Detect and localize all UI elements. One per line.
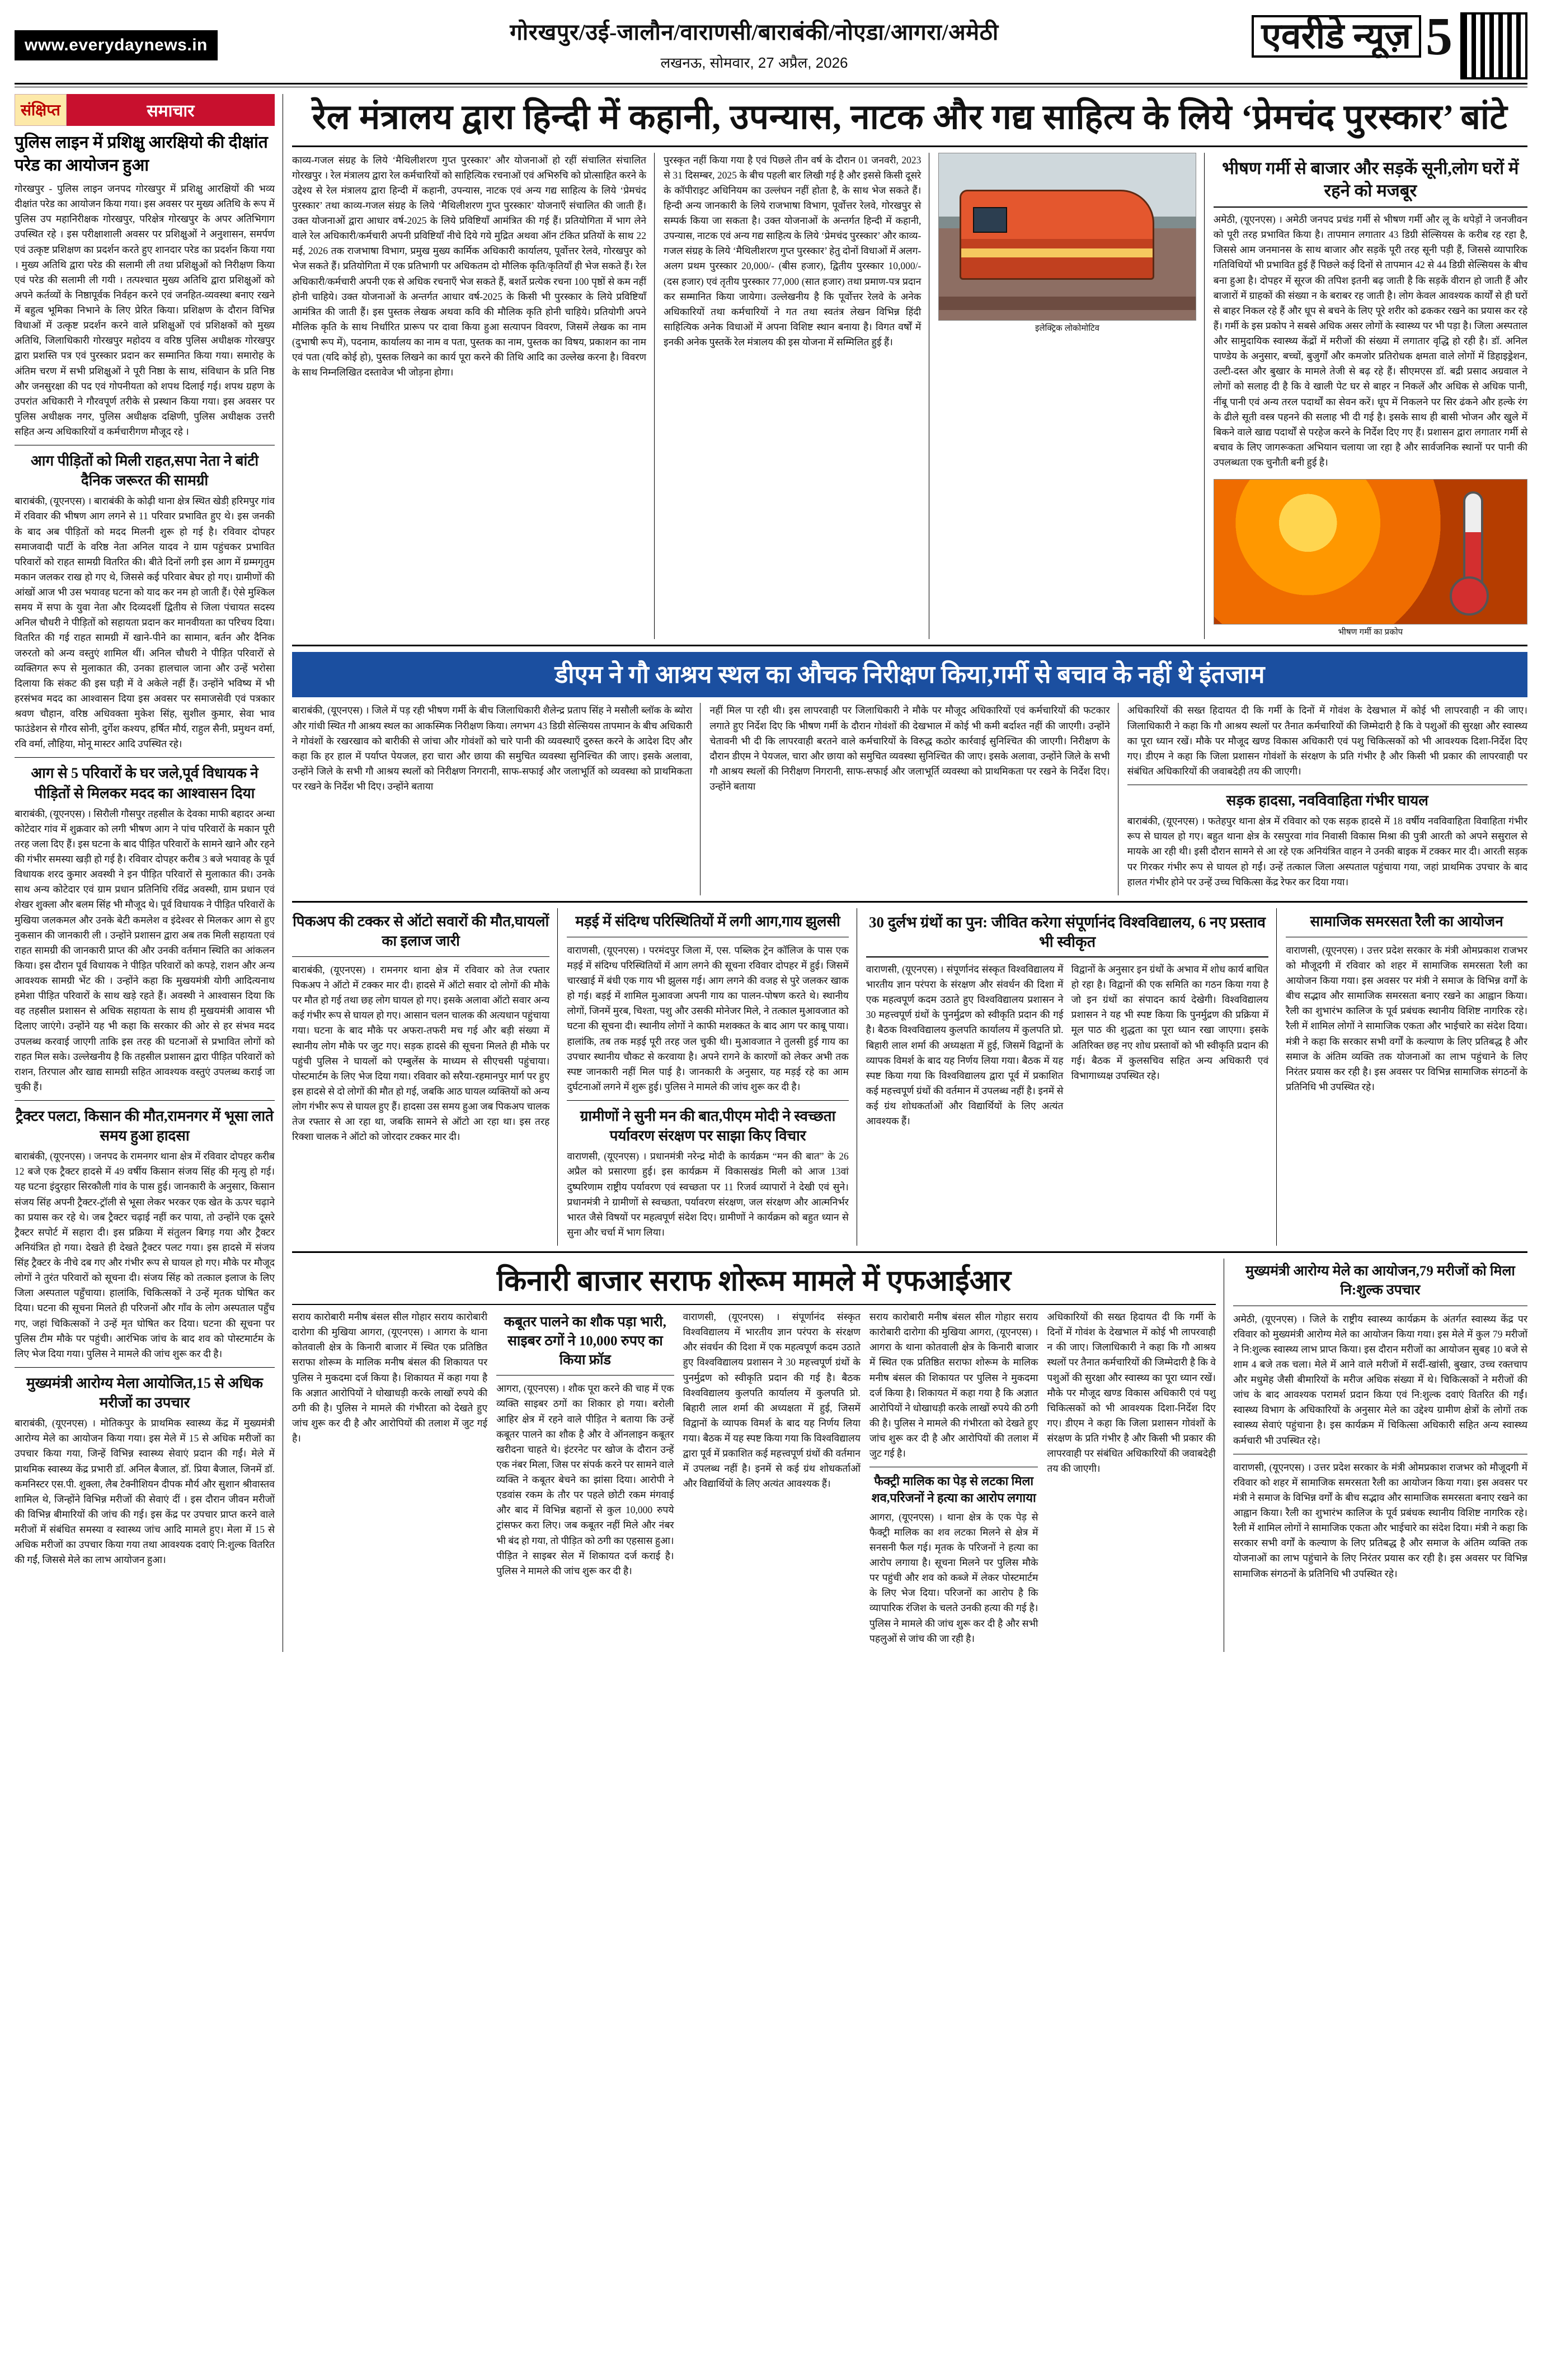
kinari-col-3	[683, 1309, 861, 1652]
granth-headline: 30 दुर्लभ ग्रंथों का पुन: जीवित करेगा संपूर्णानंद विश्वविद्यालय, 6 नए प्रस्ताव भी स्वीकृत	[868, 913, 1266, 950]
kabootar-headline: कबूतर पालने का शौक पड़ा भारी, साइबर ठगों ने 10,000 रुपए का किया फ्रॉड	[504, 1315, 666, 1368]
thermometer-bulb	[1450, 576, 1489, 616]
train-graphic	[960, 190, 1154, 280]
masthead	[15, 6, 1527, 85]
divider	[15, 757, 275, 758]
dm-columns	[292, 703, 1527, 895]
heat-headline: भीषण गर्मी से बाजार और सड़कें सूनी,लोग घरों में रहने को मजबूर	[1222, 158, 1519, 200]
divider	[866, 956, 1268, 957]
kinari-text-4: सराय कारोबारी मनीष बंसल सील गोहार सराय कारोबारी दारोगा की मुखिया आगरा, (यूएनएस) । आगरा के थाना कोतवाली क्षेत्र के किनारी बाजार में स्थित एक प्रतिष्ठित सराफा शोरूम के मालिक मनीष बंसल की शिकायत पर पुलिस ने मुकदमा दर्ज किया है। शिकायत में कहा गया है कि अज्ञात आरोपियों ने धोखाधड़ी करके लाखों रुपये की ठगी की है। पुलिस ने मामले की गंभीरता को देखते हुए जांच शुरू कर दी है और आरोपियों की तलाश में जुट गई है।	[869, 1311, 1038, 1459]
dm-text-3: अधिकारियों की सख्त हिदायत दी कि गर्मी के दिनों में गोवंश के देखभाल में कोई भी लापरवाही न की जाए। जिलाधिकारी ने कहा कि गौ आश्रय स्थलों पर तैनात कर्मचारियों की जिम्मेदारी है कि वे पशुओं की सुरक्षा और स्वास्थ्य का पूरा ध्यान रखें। मौके पर मौजूद खण्ड विकास अधिकारी एवं पशु चिकित्सकों को भी आवश्यक दिशा-निर्देश दिए गए। डीएम ने कहा कि जिला प्रशासन गोवंशों के संरक्षण के प्रति गंभीर है और किसी भी प्रकार की लापरवाही पर संबंधित अधिकारियों की जवाबदेही तय की जाएगी।	[1127, 705, 1527, 777]
divider	[292, 145, 1527, 147]
kinari-text-1: सराय कारोबारी मनीष बंसल सील गोहार सराय कारोबारी दारोगा की मुखिया आगरा, (यूएनएस) । आगरा के थाना कोतवाली क्षेत्र के किनारी बाजार में स्थित एक प्रतिष्ठित सराफा शोरूम के मालिक मनीष बंसल की शिकायत पर पुलिस ने मुकदमा दर्ज किया है। शिकायत में कहा गया है कि अज्ञात आरोपियों ने धोखाधड़ी करके लाखों रुपये की ठगी की है। पुलिस ने मामले की गंभीरता को देखते हुए जांच शुरू कर दी है और आरोपियों की तलाश में जुट गई है।	[292, 1311, 488, 1444]
divider	[292, 1251, 1527, 1253]
factory-headline: फैक्ट्री मालिक का पेड़ से लटका मिला शव,परिजनों ने हत्या का आरोप लगाया	[871, 1474, 1036, 1505]
qr-code-icon[interactable]	[1460, 12, 1527, 79]
masthead-left	[15, 10, 373, 60]
granth-block	[866, 908, 1277, 1246]
pickup-body: बाराबंकी, (यूएनएस) । रामनगर थाना क्षेत्र में रविवार को तेज रफ्तार पिकअप ने ऑटो में टक्कर मार दी। हादसे में ऑटो सवार दो लोगों की मौके पर मौत हो गई तथा छह लोग घायल हो गए। इसके अलावा ऑटो सवार अन्य कई गंभीर रूप से घायल हो गए। आसान चलन चालक की अत्यधान पहुंचाया गया। घटना के बाद मौके पर अफरा-तफरी मच गई और बड़ी संख्या में स्थानीय लोग मौके पर जुट गए। सड़क हादसे की सूचना मिलते ही मौके पर पहुंची पुलिस ने घायलों को एम्बुलेंस के माध्यम से सीएचसी पहुंचाया। पोस्टमार्टम के लिए भेज दिया गया। रविवार को सरैया-रहमानपुर मार्ग पर हुए इस हादसे से दो लोगों की मौत हो गई, जबकि आठ घायल व्यक्तियों को अन्य लोग गंभीर रूप से घायल हुए हैं। हादसा उस समय हुआ जब पिकअप चालक तेज रफ्तार से आ रहा था, जबकि सामने से ऑटो आ रहा था। इस तरह रिक्शा चालक ने ऑटो को जोरदार टक्कर मार दी।	[292, 964, 550, 1143]
heat-photo-caption: भीषण गर्मी का प्रकोप	[1338, 627, 1403, 637]
train-photo	[938, 153, 1196, 321]
divider	[292, 1304, 1216, 1305]
brief-label: संक्षिप्त	[15, 94, 67, 126]
kinari-col-1	[292, 1309, 487, 1652]
left-rail	[15, 94, 283, 1652]
fire-block	[567, 908, 857, 1246]
divider	[1214, 206, 1527, 208]
kinari-col-5	[1047, 1309, 1216, 1652]
left-story-2-headline: आग से 5 परिवारों के घर जले,पूर्व विधायक ने पीड़ितों से मिलकर मदद का आश्वासन दिया	[31, 765, 258, 801]
factory-block	[869, 1309, 1038, 1652]
divider	[292, 956, 549, 957]
kinari-text-5: अधिकारियों की सख्त हिदायत दी कि गर्मी के दिनों में गोवंश के देखभाल में कोई भी लापरवाही न की जाए। जिलाधिकारी ने कहा कि गौ आश्रय स्थलों पर तैनात कर्मचारियों की जिम्मेदारी है कि वे पशुओं की सुरक्षा और स्वास्थ्य का पूरा ध्यान रखें। मौके पर मौजूद खण्ड विकास अधिकारी एवं पशु चिकित्सकों को भी आवश्यक दिशा-निर्देश दिए गए। डीएम ने कहा कि जिला प्रशासन गोवंशों के संरक्षण के प्रति गंभीर है और किसी भी प्रकार की लापरवाही पर संबंधित अधिकारियों की जवाबदेही तय की जाएगी।	[1047, 1311, 1216, 1475]
premchand-col-2	[664, 153, 929, 640]
left-story-1-headline: आग पीड़ितों को मिली राहत,सपा नेता ने बांटी दैनिक जरूरत की सामग्री	[30, 453, 259, 489]
heat-body: अमेठी, (यूएनएस) । अमेठी जनपद प्रचंड गर्मी से भीषण गर्मी और लू के थपेड़ों ने जनजीवन को पूरी तरह प्रभावित किया है। तापमान लगातार 43 डिग्री सेल्सियस के करीब रह रहा है, जिससे आम जनमानस के साथ बाजार और सड़कें पूरी तरह सूनी पड़ी हैं, जिससे व्यापारिक गतिविधियों भी प्रभावित हुई हैं पिछले कई दिनों से तापमान 42 से 44 डिग्री सेल्सियस के बीच बना हुआ है। दोपहर में सूरज की तपिश इतनी बढ़ जाती है कि सड़कें वीरान हो जाती हैं और बाजारों में ग्राहकों की संख्या न के बराबर रह जाती है। लोग केवल आवश्यक कार्यों से ही घरों से बाहर निकल रहे हैं और धूप से बचने के लिए पूरे शरीर को ढककर रखने का प्रयास कर रहे हैं। गर्मी के इस प्रकोप ने सबसे अधिक असर लोगों के स्वास्थ्य पर भी पड़ा है। जिला अस्पताल और सामुदायिक स्वास्थ्य केंद्रों में मरीजों की संख्या में लगातार वृद्धि हो रही है। डॉ. अनिल पाण्डेय के अनुसार, बच्चों, बुजुर्गों और कमजोर प्रतिरोधक क्षमता वाले लोगों में डिहाइड्रेशन, उल्टी-दस्त और बुखार के मामले तेजी से बढ़ रहे हैं। सीएमएस डॉ. बद्री प्रसाद अग्रवाल ने लोगों को सलाह दी है कि वे खाली पेट घर से बाहर न निकलें और अधिक से अधिक पानी, नींबू पानी एवं अन्य तरल पदार्थों का सेवन करें। धूप में निकलने पर सिर ढंकने और हल्के रंग के ढीले सूती वस्त्र पहनने की सलाह भी दी गई है। इसके साथ ही बासी भोजन और खुले में बिकने वाले खाद्य पदार्थों से परहेज करने के निर्देश दिए गए हैं। प्रशासन द्वारा लगातार गर्मी से बचाव के लिए जागरूकता अभियान चलाया जा रहा है और सार्वजनिक स्थानों पर पानी की उपलब्धता एक चुनौती बनी हुई है।	[1213, 214, 1527, 468]
edition-cities: गोरखपुर/उई-जालौन/वाराणसी/बाराबंकी/नोएडा/आगरा/अमेठी	[510, 20, 999, 45]
logo-block	[1252, 6, 1452, 66]
pickup-block	[292, 908, 558, 1246]
road-accident-headline: सड़क हादसा, नवविवाहिता गंभीर घायल	[1226, 792, 1428, 809]
kinari-block	[292, 1259, 1224, 1652]
dm-col-3	[1127, 703, 1527, 895]
paper-logo: एवरीडे न्यूज़	[1252, 15, 1421, 58]
samajik-block	[1286, 908, 1527, 1246]
gramin-headline: ग्रामीणों ने सुनी मन की बात,पीएम मोदी ने स्वच्छता पर्यावरण संरक्षण पर साझा किए विचार	[580, 1108, 836, 1144]
left-story-3-body: बाराबंकी, (यूएनएस) । जनपद के रामनगर थाना क्षेत्र में रविवार दोपहर करीब 12 बजे एक ट्रैक्टर हादसे में 49 वर्षीय किसान संजय सिंह की मृत्यु हो गई। यह घटना इंदुरहार सिरकौली गांव के पास हुई। जानकारी के अनुसार, किसान संजय सिंह अपनी ट्रैक्टर-ट्रॉली से भूसा लेकर भरकर एक खेत के ऊपर चढ़ाने का प्रयास कर रहे थे। जब ट्रैक्टर चढ़ाई नहीं कर पाया, तो उन्होंने एक दूसरे ट्रैक्टर सपोर्ट में सहारा दी। इस प्रक्रिया में संतुलन बिगड़ गया और ट्रैक्टर अनियंत्रित हो गया। देखते ही देखते ट्रैक्टर पलट गया। इस हादसे में संजय सिंह ट्रैक्टर के नीचे दब गए और गंभीर रूप से घायल हो गए। मौके पर मौजूद लोगों ने तुरंत परिवारों को सूचना दी। संजय सिंह को तत्काल इलाज के लिए जिला अस्पताल पहुँचाया। हालांकि, चिकित्सकों ने उन्हें मृतक घोषित कर दिया। घटना की सूचना मिलते ही परिजनों और गाँव के लोग अस्पताल पहुँच गए, जहां चिकित्सकों ने उन्हें मृत घोषित कर दिया। घटना की सूचना पर पुलिस टीम मौके पर पहुंची। आरंभिक जांच के बाद शव को पोस्टमार्टम के लिए भेज दिया गया। पुलिस ने मामले की जांच शुरू कर दी है।	[15, 1151, 275, 1359]
pickup-headline: पिकअप की टक्कर से ऑटो सवारों की मौत,घायलों का इलाज जारी	[293, 913, 549, 949]
divider	[496, 1375, 674, 1376]
news-label: समाचार	[67, 94, 275, 126]
left-lead-body: गोरखपुर - पुलिस लाइन जनपद गोरखपुर में प्रशिक्षु आरक्षियों की भव्य दीक्षांत परेड का आयोजन किया गया। इस अवसर पर मुख्य अतिथि के रूप में पुलिस उप महानिरीक्षक गोरखपुर, परिक्षेत्र गोरखपुर के अपर अतिभिगाग उपस्थित रहे । इस परीक्षाशाली अवसर पर प्रशिक्षुओं ने अनुशासन, समर्पण एवं उत्कृष्ट प्रशिक्षण का प्रदर्शन करते हुए शानदार परेड का प्रदर्शन किया गया । मुख्य अतिथि द्वारा परेड की सलामी ली तथा प्रशिक्षुओं को निरीक्षण किया एवं परेड की सलामी ली गयी । तत्पश्चात मुख्य अतिथि द्वारा प्रशिक्षुओं को अपने कर्तव्यों के निष्ठापूर्वक निर्वहन करने एवं जनहित-व्यवस्था बनाए रखने में बहुत्व भूमिका निभाने के लिए प्रेरित किया। प्रशिक्षण के दौरान विभिन्न विधाओं में उत्कृष्ट प्रदर्शन करने वाले प्रशिक्षुओं एवं प्रशिक्षकों को मुख्य अतिथि, जिलाधिकारी गोरखपुर महोदय व वरिष्ठ पुलिस अधीक्षक गोरखपुर द्वारा प्रशस्ति पत्र एवं पुरस्कार प्रदान कर सम्मानित किया गया। समारोह के अंतिम चरण में सभी प्रशिक्षुओं ने पूरी निष्ठा के साथ, संविधान के प्रति निष्ठ और जनसुरक्षा की पद एवं गोपनीयता को शपथ दिलाई गई। शपथ ग्रहण के उपरांत अधिकारी ने गौरवपूर्ण तरीके से प्रस्थान किया गया। इस अवसर पर पुलिस अधीक्षक नगर, पुलिस अधीक्षक दक्षिणी, पुलिस अधीक्षक उत्तरी सहित अन्य अधिकारियों व कर्मचारीगण मौजूद रहे ।	[15, 183, 275, 437]
divider	[292, 901, 1527, 903]
factory-body: आगरा, (यूएनएस) । थाना क्षेत्र के एक पेड़ से फैक्ट्री मालिक का शव लटका मिलने से क्षेत्र में सनसनी फैल गई। मृतक के परिजनों ने हत्या का आरोप लगाया है। सूचना मिलने पर पुलिस मौके पर पहुंची और शव को कब्जे में लेकर पोस्टमार्टम के लिए भेज दिया। परिजनों का आरोप है कि व्यापारिक रंजिश के चलते उनकी हत्या की गई है। पुलिस ने मामले की जांच शुरू कर दी है और सभी पहलुओं से जांच की जा रही है।	[869, 1511, 1038, 1644]
train-photo-caption: इलेक्ट्रिक लोकोमोटिव	[1035, 323, 1099, 333]
left-story-4-headline: मुख्यमंत्री आरोग्य मेला आयोजित,15 से अधिक मरीजों का उपचार	[26, 1374, 264, 1411]
main-content	[292, 94, 1527, 1652]
granth-text-2: विद्वानों के अनुसार इन ग्रंथों के अभाव में शोध कार्य बाधित हो रहा है। विद्वानों की एक समिति का गठन किया गया है जो इन ग्रंथों का संपादन कार्य देखेगी। विश्वविद्यालय प्रशासन ने यह भी स्पष्ट किया कि पुनर्मुद्रण की प्रक्रिया में मूल पाठ की शुद्धता का पूरा ध्यान रखा जाएगा। इसके अतिरिक्त छह नए शोध प्रस्तावों को भी स्वीकृति प्रदान की गई। बैठक में कुलसचिव सहित अन्य अधिकारी एवं विभागाध्यक्ष उपस्थित रहे।	[1071, 963, 1269, 1081]
kabootar-body: आगरा, (यूएनएस) । शौक पूरा करने की चाह में एक व्यक्ति साइबर ठगों का शिकार हो गया। बरोली आहिर क्षेत्र में रहने वाले पीड़ित ने बताया कि उन्हें कबूतर पालने का शौक है और वे ऑनलाइन कबूतर खरीदना चाहते थे। इंटरनेट पर खोज के दौरान उन्हें एक नंबर मिला, जिस पर संपर्क करने पर सामने वाले व्यक्ति ने कबूतर बेचने का झांसा दिया। आरोपी ने एडवांस रकम के तौर पर पहले छोटी रकम मंगवाई और बाद में विभिन्न बहानों से कुल 10,000 रुपये ट्रांसफर करा लिए। जब कबूतर नहीं मिले और नंबर भी बंद हो गया, तो पीड़ित को ठगी का एहसास हुआ। पीड़ित ने साइबर सेल में शिकायत दर्ज कराई है। पुलिस ने मामले की जांच शुरू कर दी है।	[496, 1383, 674, 1576]
samajik-headline: सामाजिक समरसता रैली का आयोजन	[1310, 913, 1503, 930]
divider	[15, 1100, 275, 1101]
train-window	[973, 207, 1008, 233]
rail-track	[939, 297, 1195, 310]
premchand-block	[292, 153, 1527, 640]
cm-arogya-headline: मुख्यमंत्री आरोग्य मेले का आयोजन,79 मरीजों को मिला नि:शुल्क उपचार	[1245, 1264, 1515, 1298]
left-story-2-body: बाराबंकी, (यूएनएस) । सिरौली गौसपुर तहसील के देवका माफी बहादर अन्धा कोटेदार गांव में शुक्रवार को लगी भीषण आग ने पांच परिवारों के मकान पूरी तरह जला दिए हैं। इस घटना के बाद पीड़ित परिवारों के सामने खाने और रहने की गंभीर समस्या खड़ी हो गई है। रविवार दोपहर करीब 3 बजे भयावह के पूर्व विधायक शरद कुमार अवस्थी ने इन पीड़ित परिवारों से मुलाकात की। उनके साथ अन्य कोटेदार एवं ग्राम प्रधान प्रतिनिधि रविंद्र अवस्थी, ग्राम प्रधान एवं शेखर शुक्ला और बलम सिंह भी मौजूद थे। पूर्व विधायक ने पीड़ित परिवारों के मुखिया जलकमल और उनके बेटी कमलेश व इंदेश्वर से मिलकर आग से हुए नुकसान की जानकारी ली । उन्होंने प्रशासन द्वारा अब तक मिली सहायता एवं राहत सामग्री की जानकारी प्राप्त की और उनकी वर्तमान स्थिति का आंकलन किया। इस दौरान पूर्व विधायक ने पीड़ित परिवारों को कपड़े, राशन और अन्य आवश्यक सामग्री भेंट की । उन्होंने कहा कि मुखयमंत्री योगी आदित्यनाथ हमेशा पीड़ित परिवारों के साथ खड़े रहते हैं। अवस्थी ने आश्वासन दिया कि वह तहसील प्रशासन से अधिक सहायता के साथ ही मुखयमंत्री आवास भी दिलाए जाएंगे। उन्होंने यह भी कहा कि सरकार की ओर से हर संभव मदद उपलब्ध करवाई जाएगी ताकि इस तरह की घटनाओं से प्रभावित लोगों को राहत मिल सके। उल्लेखनीय है कि तहसील प्रशासन द्वारा पीड़ित परिवारों को राशन, तिरपाल और खाद्य सामग्री सहित आवश्यक वस्तुएं उपलब्ध कराई जा चुकी हैं।	[15, 808, 275, 1092]
divider	[567, 1100, 848, 1101]
page-columns	[15, 94, 1527, 1652]
divider	[292, 645, 1527, 646]
website-url[interactable]: www.everydaynews.in	[15, 30, 218, 60]
dm-col-1	[292, 703, 701, 895]
fire-body: वाराणसी, (यूएनएस) । परमंदपुर जिला में, एस. पब्लिक ट्रेन कॉलिज के पास एक मड़ई में संदिग्ध परिस्थितियों में आग लगने की सूचना रविवार दोपहर में हुई। जिसमें चारखाई में बंधी एक गाय भी झुलस गई। आग लगने की वजह से पुरे जलकर खाक हो गई। बड़ई में शामिल मुआवजा अपनी गाय का पालन-पोषण करते थे। स्थानीय लोगों, जिनमें मुरब, चिश्ता, पशु और उसकी मोनेजर मिले, ने तत्काल मुआवजात को घटना की सूचना दी। स्थानीय लोगों ने काफी मशक्कत के बाद आग पर काबू पाया। हालांकि, तब तक मड़ई पूरी तरह जल चुकी थी। मुआवजात ने तुलसी हुई गाय का उपचार स्थानीय चौकट से करवाया है। अपने रागने के कारणों को लेकर अभी तक स्पष्ट जानकारी नहीं मिल पाई है। जानकारी के अनुसार, यह मड़ई रहे का आम दुर्घटनाओं लगने में शुरू हुई। पुलिस ने मामले की जांच शुरू कर दी है।	[567, 944, 849, 1092]
place-date: लखनऊ, सोमवार, 27 अप्रैल, 2026	[660, 54, 848, 71]
kinari-text-3: वाराणसी, (यूएनएस) । संपूर्णानंद संस्कृत विश्वविद्यालय में भारतीय ज्ञान परंपरा के संरक्षण और संवर्धन की दिशा में एक महत्वपूर्ण कदम उठाते हुए विश्वविद्यालय प्रशासन ने 30 महत्त्वपूर्ण ग्रंथों के पुनर्मुद्रण को स्वीकृति प्रदान की गई है। बैठक विश्वविद्यालय कुलपति कार्यालय में कुलपति प्रो. बिहारी लाल शर्मा की अध्यक्षता में हुई, जिसमें विद्वानों के व्यापक विमर्श के बाद यह निर्णय लिया गया। बैठक में यह स्पष्ट किया गया कि विश्वविद्यालय द्वारा पूर्व में प्रकाशित कई महत्त्वपूर्ण ग्रंथों की वर्तमान में उपलब्ध नहीं है। इनमें से कई ग्रंथ शोधकर्ताओं और विद्यार्थियों के लिए अत्यंत आवश्यक हैं।	[683, 1311, 861, 1490]
train-stripe	[961, 248, 1153, 257]
left-lead-headline: पुलिस लाइन में प्रशिक्षु आरक्षियो की दीक्षांत परेड का आयोजन हुआ	[15, 133, 268, 175]
fire-headline: मड़ई में संदिग्ध परिस्थितियों में लगी आग,गाय झुलसी	[575, 913, 840, 930]
divider	[15, 1367, 275, 1368]
masthead-right	[1136, 6, 1527, 79]
cm-arogya-extra: वाराणसी, (यूएनएस) । उत्तर प्रदेश सरकार के मंत्री ओमप्रकाश राजभर को मौजूदगी में रविवार को शहर में सामाजिक समरसता रैली का आयोजन किया गया। इस अवसर पर मंत्री ने समाज के विभिन्न वर्गों के बीच सद्भाव और सामाजिक समरसता बनाए रखने का आह्वान किया। रैली का शुभारंभ कालिज के पूर्व प्रबंधक स्थानीय विशिष्ट नागरिक रहे। रैली में शामिल लोगों ने सामाजिक एकता और भाईचारे का संदेश दिया। मंत्री ने कहा कि सरकार सभी वर्गों के कल्याण के लिए प्रतिबद्ध है और समाज के अंतिम व्यक्ति तक योजनाओं का लाभ पहुंचाने के लिए निरंतर प्रयास कर रही है। इस अवसर पर विभिन्न सामाजिक संगठनों के प्रतिनिधि भी उपस्थित रहे।	[1233, 1461, 1527, 1579]
granth-text-1: वाराणसी, (यूएनएस) । संपूर्णानंद संस्कृत विश्वविद्यालय में भारतीय ज्ञान परंपरा के संरक्षण और संवर्धन की दिशा में एक महत्वपूर्ण कदम उठाते हुए विश्वविद्यालय प्रशासन ने 30 महत्त्वपूर्ण ग्रंथों के पुनर्मुद्रण को स्वीकृति प्रदान की गई है। बैठक विश्वविद्यालय कुलपति कार्यालय में कुलपति प्रो. बिहारी लाल शर्मा की अध्यक्षता में हुई, जिसमें विद्वानों के व्यापक विमर्श के बाद यह निर्णय लिया गया। बैठक में यह स्पष्ट किया गया कि विश्वविद्यालय द्वारा पूर्व में प्रकाशित कई महत्त्वपूर्ण ग्रंथों की वर्तमान में उपलब्ध नहीं है। इनमें से कई ग्रंथ शोधकर्ताओं और विद्यार्थियों के लिए अत्यंत आवश्यक हैं।	[866, 963, 1064, 1127]
dm-headline-band: डीएम ने गौ आश्रय स्थल का औचक निरीक्षण किया,गर्मी से बचाव के नहीं थे इंतजाम	[292, 652, 1527, 697]
gramin-body: वाराणसी, (यूएनएस) । प्रधानमंत्री नरेन्द्र मोदी के कार्यक्रम “मन की बात” के 26 अप्रैल को प्रसारणा हुई। इस कार्यक्रम में विकासखंड मिली को आज 13वां दुष्परिणाम राष्ट्रीय पर्यावरण एवं स्वच्छता पर 11 रिजर्व व्यापारों ने देखी एवं सुने। प्रधानमंत्री ने ग्रामीणों से स्वच्छता, पर्यावरण संरक्षण, जल संरक्षण और आत्मनिर्भर भारत जैसे विषयों पर महत्वपूर्ण संदेश दिए। ग्रामीणों ने कार्यक्रम को बहुत ध्यान से सुना और चर्चा में भाग लिया।	[567, 1151, 849, 1238]
bottom-row	[292, 1259, 1527, 1652]
mid-row	[292, 908, 1527, 1246]
dm-text-2: नहीं मिल पा रही थी। इस लापरवाही पर जिलाधिकारी ने मौके पर मौजूद अधिकारियों एवं कर्मचारियों की फटकार लगाते हुए निर्देश दिए कि भीषण गर्मी के दौरान गोवंशों की देखभाल में कोई भी कमी बर्दाश्त नहीं की जाएगी। उन्होंने चेतावनी भी दी कि लापरवाही बरतने वाले कर्मचारियों के विरुद्ध कठोर कार्रवाई सुनिश्चित की जाएगी। निरीक्षण के दौरान डीएम ने पेयजल, चारा और छाया को समुचित व्यवस्था सुनिश्चित की जाए। इसके अलावा, उन्होंने जिले के सभी गौ आश्रय स्थलों की निरीक्षण निगरानी, साफ-सफाई और जलाभूर्ति व्यवस्था को प्राथमिकता पर रखने के निर्देश दिए। उन्होंने बताया	[709, 705, 1110, 792]
heat-story-block	[1214, 153, 1527, 640]
dm-text-1: बाराबंकी, (यूएनएस) । जिले में पड़ रही भीषण गर्मी के बीच जिलाधिकारी शैलेन्द्र प्रताप सिंह ने मसौली ब्लॉक के ब्योरा और गांधी स्थित गौ आश्रय स्थल का आकस्मिक निरीक्षण किया। लगभग 43 डिग्री सेल्सियस तापमान के बीच अधिकारी ने गोवंशों के रखरखाव को बारीकी से जांचा और गोवंशों को चारे पानी की व्यवस्थाएँ दुरुस्त करने के आदेश दिए और कहा कि हर हाल में पर्याप्त पेयजल, हरा चारा और छाया की समुचित व्यवस्था सुनिश्चित की जाए। इसके अलावा, उन्होंने जिले के सभी गौ आश्रय स्थलों को निरीक्षण निगरानी, साफ-सफाई और जलाभूर्ति को व्यवस्था को प्राथमिकता पर रखने के निर्देश भी दिए। उन्होंने बताया	[292, 705, 693, 792]
premchand-text-2: पुरस्कृत नहीं किया गया है एवं पिछले तीन वर्ष के दौरान 01 जनवरी, 2023 से 31 दिसम्बर, 2025 के बीच पहली बार लिखी गई है और इससे किसी दूसरे के कॉपीराइट अधिनियम का उल्लंघन नहीं होता है, के साथ भेज सकते हैं। हिन्दी अन्य जानकारी के लिये राजभाषा विभाग, पूर्वोत्तर रेलवे, गोरखपुर से सम्पर्क किया जा सकता है। उक्त योजनाओं के अन्तर्गत हिन्दी में कहानी, उपन्यास, नाटक एवं अन्य गद्य साहित्य के लिये ‘प्रेमचंद पुरस्कार’ और काव्य-गजल संग्रह के लिये ‘मैथिलीशरण गुप्त पुरस्कार’ हेतु दोनों विधाओं में अलग-अलग प्रथम पुरस्कार 20,000/- (बीस हजार), द्वितीय पुरस्कार 10,000/- (दस हजार) एवं तृतीय पुरस्कार 77,000 (सात हजार) तथा प्रमाण-पत्र प्रदान कर सम्मानित किया जायेगा। उल्लेखनीय है कि पूर्वोत्तर रेलवे के अनेक अधिकारियों तथा कर्मचारियों ने गत तथा स्वतंत्र लेखन विभिन्न हिंदी साहित्यिक अनेक विधाओं में अपना विशिष्ट स्थान बनाया है। विगत वर्षों में इनकी अनेक पुस्तकें रेल मंत्रालय की इस योजना में सम्मिलित हुई हैं।	[664, 154, 922, 348]
masthead-center	[373, 10, 1136, 72]
left-story-3-headline: ट्रैक्टर पलटा, किसान की मौत,रामनगर में भूसा लाते समय हुआ हादसा	[16, 1108, 274, 1144]
dm-col-2	[709, 703, 1118, 895]
brief-news-header	[15, 94, 275, 126]
premchand-headline: रेल मंत्रालय द्वारा हिन्दी में कहानी, उपन्यास, नाटक और गद्य साहित्य के लिये ‘प्रेमचंद पुरस्कार’ बांटे	[312, 98, 1508, 137]
kabootar-block	[496, 1309, 674, 1652]
left-story-4-body: बाराबंकी, (यूएनएस) । मोतिकपुर के प्राथमिक स्वास्थ्य केंद्र में मुख्यमंत्री आरोग्य मेले का आयोजन किया गया। इस मेले में 15 से अधिक मरीजों का उपचार किया गया, जिन्हें विभिन्न स्वास्थ्य सेवाएं प्रदान की गईं। मेले में प्राथमिक स्वास्थ्य केंद्र प्रभारी डॉ. अनिल बैजाल, डॉ. प्रिया बैजाल, जिनमें डॉ. कमनिस्टर एस.पी. शुक्ला, लैब टेक्नीशियन दीपक मौर्य और सुशान श्रीवास्तव शामिल थे, जिन्होंने विभिन्न मरीजों की सेवाएं दीं । इस दौरान जीवन मरीजों की विभिन्न बीमारियों की जांच की गई। इस केंद्र पर उपचार प्राप्त करने वाले मरीजों में संबंधित समस्या व स्वास्थ्य जांच आदि मामले हुए। मेला में 15 से अधिक मरीजों का उपचार किया गया तथा आवश्यक दवाएं नि:शुल्क वितरित की गईं, जिससे मेले का लाभ आयोजन हुआ।	[15, 1417, 275, 1566]
samajik-body: वाराणसी, (यूएनएस) । उत्तर प्रदेश सरकार के मंत्री ओमप्रकाश राजभर को मौजूदगी में रविवार को शहर में सामाजिक समरसता रैली का आयोजन किया गया। इस अवसर पर मंत्री ने समाज के विभिन्न वर्गों के बीच सद्भाव और सामाजिक समरसता बनाए रखने का आह्वान किया। रैली का शुभारंभ कालिज के पूर्व प्रबंधक स्थानीय विशिष्ट नागरिक रहे। रैली में शामिल लोगों ने सामाजिक एकता और भाईचारे का संदेश दिया। मंत्री ने कहा कि सरकार सभी वर्गों के कल्याण के लिए प्रतिबद्ध है और समाज के अंतिम व्यक्ति तक योजनाओं का लाभ पहुंचाने के लिए निरंतर प्रयास कर रही है। इस अवसर पर विभिन्न सामाजिक संगठनों के प्रतिनिधि भी उपस्थित रहे।	[1286, 944, 1527, 1092]
train-photo-block	[938, 153, 1204, 640]
premchand-col-1	[292, 153, 655, 640]
road-accident-body: बाराबंकी, (यूएनएस) । फतेहपुर थाना क्षेत्र में रविवार को एक सड़क हादसे में 18 वर्षीय नवविवाहिता विवाहिता गंभीर रूप से घायल हो गए। बहुत थाना क्षेत्र के रसपुरवा गांव निवासी विकास मिश्रा की पुत्री आरती को अपने ससुराल से मायके आ रही थी। इसी दौरान सामने से आ रहे एक अनियंत्रित वाहन ने उनकी बाइक में टक्कर मार दी। आरती सड़क पर गिरकर गंभीर रूप से घायल हो गईं। उन्हें तत्काल जिला अस्पताल पहुंचाया गया, जहां प्राथमिक उपचार के बाद हालत गंभीर होने पर उन्हें उच्च चिकित्सा केंद्र रेफर कर दिया गया।	[1127, 815, 1527, 888]
heat-photo	[1214, 479, 1527, 625]
page-number: 5	[1426, 6, 1452, 66]
kinari-headline: किनारी बाजार सराफ शोरूम मामले में एफआईआर	[496, 1265, 1012, 1298]
premchand-text-1: काव्य-गजल संग्रह के लिये ‘मैथिलीशरण गुप्त पुरस्कार’ और योजनाओं हो रहीं संचालित संचालित गोरखपुर । रेल मंत्रालय द्वारा रेल कर्मचारियों को साहित्यिक रचनाओं एवं अभिरुचि को प्रोत्साहित करने के उद्देश्य से रेल मंत्रालय द्वारा हिन्दी में कहानी, उपन्यास, नाटक एवं अन्य गद्य साहित्य के लिये ‘प्रेमचंद पुरस्कार’ तथा काव्य-गजल संग्रह के लिये ‘मैथिलीशरण गुप्त पुरस्कार’ योजनाएँ संचालित की जाती हैं। उक्त योजनाओं द्वारा आधार वर्ष-2025 के लिये प्रविष्टियाँ आमंत्रित की गई हैं। प्रतियोगिता में भाग लेने वाले रेल अधिकारी/कर्मचारी अपनी प्रविष्टियाँ नीचे दिये गये मुद्रित अथवा ऑन टंकित प्रतियों के साथ 22 मई, 2026 तक राजभाषा विभाग, प्रमुख मुख्य कार्मिक अधिकारी कार्यालय, पूर्वोत्तर रेलवे, गोरखपुर को भेज सकते हैं। प्रतियोगिता में एक प्रतिभागी पर अधिकतम दो मौलिक कृति/कृतियाँ ही भेज सकते हैं। रेल अधिकारी/कर्मचारी अपनी एक से अधिक रचनाएँ भेज सकते हैं, बशर्ते प्रत्येक रचना 100 पृष्ठों से कम नहीं होनी चाहिये। उक्त योजनाओं के अन्तर्गत आधार वर्ष-2025 के किसी भी पुरस्कार के लिये प्रविष्टियाँ आमंत्रित की जाती हैं। इस पुस्तक लेखक अथवा कवि की मौलिक कृति होनी चाहिये। प्रतियोगी अपने मौलिक कृति के साथ निर्धारित प्रारूप पर दावा किया हुआ सत्यापन विवरण, जिसमें लेखक का नाम (दुभाषी रूप में), पदनाम, कार्यालय का नाम व पता, पुस्तक का नाम, पुस्तक का विषय, प्रकाशन का नाम एवं पता (यदि कोई हो), पुस्तक लिखने का कार्य पूरा करने की तिथि आदि का उल्लेख करना है। विवरण के साथ निम्नलिखित दस्तावेज भी जोड़ना होगा।	[292, 154, 647, 378]
cm-arogya-block	[1233, 1259, 1527, 1652]
cm-arogya-body: अमेठी, (यूएनएस) । जिले के राष्ट्रीय स्वास्थ्य कार्यक्रम के अंतर्गत स्वास्थ्य केंद्र पर रविवार को मुख्यमंत्री आरोग्य मेले का आयोजन किया गया। इस मेले में कुल 79 मरीजों ने नि:शुल्क स्वास्थ्य लाभ प्राप्त किया। इस दौरान मरीजों का आयोजन सुबह 10 बजे से शाम 4 बजे तक चला। मेले में आने वाले मरीजों में सर्दी-खांसी, बुखार, उच्च रक्तचाप और मधुमेह जैसी बीमारियों के मरीज अधिक संख्या में थे। चिकित्सकों ने मरीजों की जांच के बाद आवश्यक परामर्श प्रदान किया एवं नि:शुल्क दवाएं वितरित की गईं। स्वास्थ्य विभाग के अधिकारियों के अनुसार मेले का उद्देश्य ग्रामीण क्षेत्रों के लोगों तक स्वास्थ्य सेवाएं पहुंचाना है। इस कार्यक्रम में चिकित्सा अधिकारी सहित अन्य स्वास्थ्य कर्मचारी भी उपस्थित रहे।	[1233, 1313, 1527, 1446]
left-story-1-body: बाराबंकी, (यूएनएस) । बाराबंकी के कोढ़ी थाना क्षेत्र स्थित खेडी़ हरिमपुर गांव में रविवार की भीषण आग लगने से 11 परिवार प्रभावित हुए थे। इस जनकी के बाद अब पीड़ितों को मदद मिलनी शुरू हो गई है। रविवार दोपहर समाजवादी पार्टी के वरिष्ठ नेता अनिल यादव ने ग्राम पहुंचकर प्रभावित परिवारों को राहत सामग्री वितरित की। बीते दिनों लगी इस आग में ग्रम्मगृतुम मकान जलकर राख हो गए थे, जिससे कई परिवार बेघर हो गए। ग्रामीणों की आंखों आज भी उस भयावह घटना को याद कर नम हो जाती हैं। ऐसे मुश्किल समय में सपा के युवा नेता और दिव्यदर्शी द्वितीय से जिला पंचायत सदस्य अनिल चौधरी ने पीड़ितों को सहायता प्रदान कर मानवीयता का परिचय दिया। वितरित की गई राहत सामग्री में खाने-पीने का सामान, बर्तन और दैनिक जरुरतो को अन्य वस्तुएं शामिल थीं। अनिल चौधरी ने पीड़ित परिवारों से व्यक्तिगत रूप से मुलाकात की, उनका हालचाल जाना और उन्हें भरोसा दिलाया कि संकट की इस घड़ी में वे अकेले नहीं हैं। उन्होंने भविष्य में भी हरसंभव मदद का आश्वासन दिया इस अवसर पर समाजसेवी एवं पत्रकार श्रवण चौहान, वरिष्ठ अधिवक्ता मुकेश सिंह, सुशील कुमार, सेवा भाव फाउंडेशन से गौरव सोनी, दुर्गेश कश्यप, हर्षित मौर्य, राहुल सैनी, प्रमुथन वर्मा, रवि वर्मा, लौहिया, मोनू मास्टर आदि उपस्थित रहे।	[15, 495, 275, 750]
